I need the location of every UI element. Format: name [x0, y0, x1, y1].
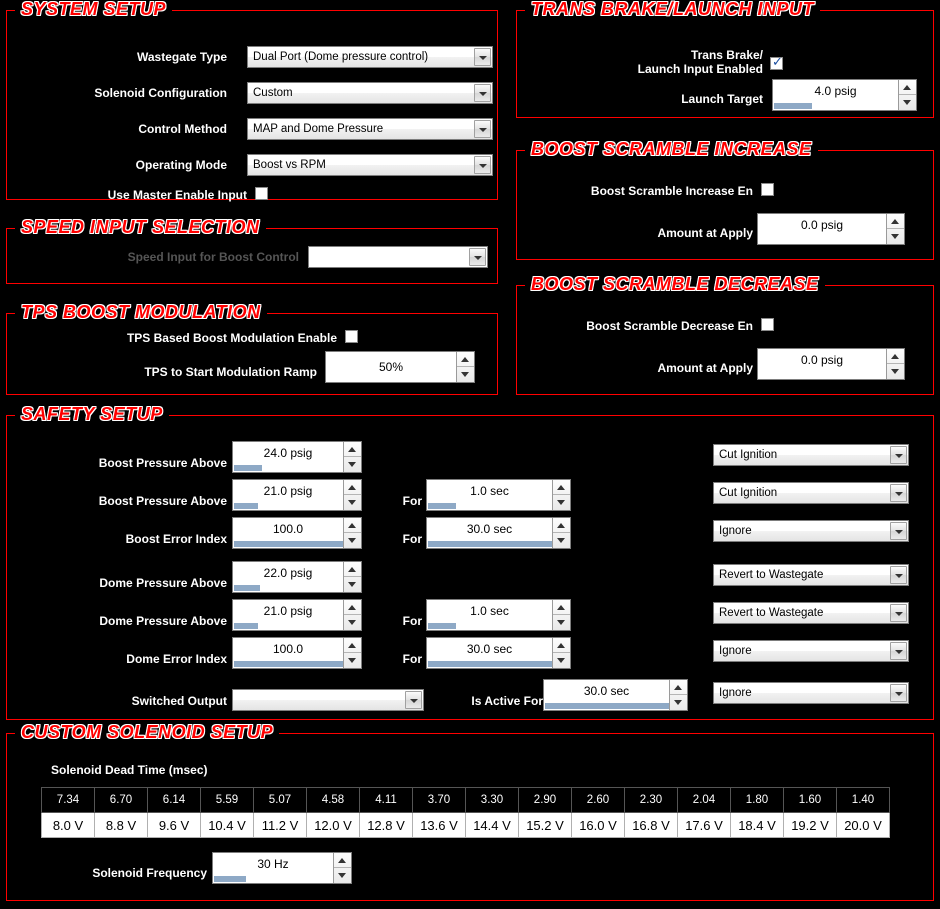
speed-input-label: Speed Input for Boost Control: [127, 250, 299, 264]
voltage-cell[interactable]: 8.0 V: [42, 813, 95, 838]
system-setup-group: [6, 0, 498, 202]
stepper-down-icon[interactable]: [457, 367, 475, 382]
stepper-down-icon[interactable]: [344, 577, 362, 592]
safety-row-value-input[interactable]: [232, 517, 362, 549]
voltage-cell[interactable]: 16.8 V: [625, 813, 678, 838]
voltage-cell[interactable]: 12.0 V: [307, 813, 360, 838]
use-master-enable-checkbox[interactable]: [255, 187, 268, 200]
safety-for-label: For: [402, 614, 422, 628]
table-row-dead-time: [42, 788, 890, 813]
boost-scramble-increase-legend: BOOST SCRAMBLE INCREASE: [525, 139, 818, 160]
dead-time-cell[interactable]: 4.58: [307, 788, 360, 813]
solenoid-configuration-select[interactable]: [247, 82, 493, 104]
for-stepper[interactable]: [552, 480, 570, 510]
stepper-up-icon[interactable]: [553, 480, 571, 495]
scramble-increase-enable-checkbox[interactable]: [761, 183, 774, 196]
trans-brake-enable-label-line1: Trans Brake/: [690, 48, 763, 62]
dead-time-cell[interactable]: 2.90: [519, 788, 572, 813]
is-active-for-label: Is Active For: [471, 694, 543, 708]
switched-output-action-select[interactable]: [713, 682, 909, 704]
safety-row-action-value: Ignore: [719, 645, 752, 657]
safety-row-value-input[interactable]: [232, 441, 362, 473]
stepper-up-icon[interactable]: [344, 442, 362, 457]
dead-time-cell[interactable]: 1.80: [731, 788, 784, 813]
scramble-increase-stepper[interactable]: [886, 214, 904, 244]
custom-solenoid-setup-group: [6, 722, 934, 901]
tps-ramp-label: TPS to Start Modulation Ramp: [144, 365, 317, 379]
dead-time-cell[interactable]: 6.14: [148, 788, 201, 813]
tps-ramp-input[interactable]: [325, 351, 475, 383]
solenoid-dead-time-label: Solenoid Dead Time (msec): [51, 763, 208, 777]
safety-row-value: 100.0: [272, 522, 304, 536]
solenoid-frequency-value: 30 Hz: [257, 857, 289, 871]
chevron-down-icon[interactable]: [890, 684, 907, 702]
speed-input-selection-group: [6, 217, 498, 284]
operating-mode-select[interactable]: [247, 154, 493, 176]
safety-row-action-select[interactable]: [713, 640, 909, 662]
stepper-down-icon[interactable]: [344, 653, 362, 668]
stepper-up-icon[interactable]: [344, 518, 362, 533]
control-method-label: Control Method: [138, 122, 227, 136]
chevron-down-icon[interactable]: [890, 484, 907, 502]
safety-row-value-input[interactable]: [232, 479, 362, 511]
stepper-up-icon[interactable]: [344, 600, 362, 615]
value-bar: [234, 541, 358, 547]
scramble-increase-amount-input[interactable]: [757, 213, 905, 245]
dead-time-cell[interactable]: 1.40: [837, 788, 890, 813]
stepper-down-icon[interactable]: [887, 229, 905, 244]
value-stepper[interactable]: [343, 638, 361, 668]
stepper-down-icon[interactable]: [334, 868, 352, 883]
safety-row-action-value: Cut Ignition: [719, 487, 778, 499]
voltage-cell[interactable]: 15.2 V: [519, 813, 572, 838]
value-bar: [234, 465, 262, 471]
scramble-increase-amount-label: Amount at Apply: [657, 226, 753, 240]
dead-time-cell[interactable]: 2.04: [678, 788, 731, 813]
trans-brake-legend: TRANS BRAKE/LAUNCH INPUT: [525, 0, 820, 20]
safety-row-label: Dome Pressure Above: [99, 576, 227, 590]
trans-brake-enable-label-line2: Launch Input Enabled: [637, 62, 763, 76]
frequency-stepper[interactable]: [333, 853, 351, 883]
chevron-down-icon[interactable]: [890, 446, 907, 464]
safety-for-label: For: [402, 652, 422, 666]
boost-scramble-decrease-group: [516, 274, 934, 395]
safety-row-action-select[interactable]: [713, 602, 909, 624]
safety-row-action-select[interactable]: [713, 520, 909, 542]
table-row-voltage: [42, 813, 890, 838]
stepper-up-icon[interactable]: [334, 853, 352, 868]
stepper-down-icon[interactable]: [344, 615, 362, 630]
safety-row-value: 100.0: [272, 642, 304, 656]
operating-mode-value: Boost vs RPM: [253, 159, 326, 171]
stepper-down-icon[interactable]: [899, 95, 917, 110]
operating-mode-label: Operating Mode: [135, 158, 227, 172]
chevron-down-icon[interactable]: [474, 156, 491, 174]
safety-setup-group: [6, 404, 934, 720]
tps-modulation-enable-label: TPS Based Boost Modulation Enable: [126, 331, 337, 345]
voltage-cell[interactable]: 11.2 V: [254, 813, 307, 838]
voltage-cell[interactable]: 8.8 V: [95, 813, 148, 838]
stepper-up-icon[interactable]: [457, 352, 475, 367]
control-method-select[interactable]: [247, 118, 493, 140]
boost-scramble-decrease-legend: BOOST SCRAMBLE DECREASE: [525, 274, 825, 295]
solenoid-configuration-label: Solenoid Configuration: [94, 86, 227, 100]
switched-output-time-value: 30.0 sec: [583, 684, 630, 698]
voltage-cell[interactable]: 9.6 V: [148, 813, 201, 838]
switched-output-action-value: Ignore: [719, 687, 752, 699]
stepper-down-icon[interactable]: [887, 364, 905, 379]
wastegate-type-select[interactable]: [247, 46, 493, 68]
stepper-down-icon[interactable]: [553, 495, 571, 510]
stepper-down-icon[interactable]: [553, 533, 571, 548]
chevron-down-icon[interactable]: [890, 566, 907, 584]
voltage-cell[interactable]: 20.0 V: [837, 813, 890, 838]
scramble-increase-amount-value: 0.0 psig: [800, 218, 844, 232]
safety-row-value: 21.0 psig: [263, 484, 313, 498]
for-stepper[interactable]: [552, 600, 570, 630]
voltage-cell[interactable]: 18.4 V: [731, 813, 784, 838]
value-stepper[interactable]: [343, 518, 361, 548]
dead-time-cell[interactable]: 2.60: [572, 788, 625, 813]
safety-row-for-input[interactable]: [426, 479, 571, 511]
chevron-down-icon[interactable]: [474, 84, 491, 102]
time-bar: [545, 703, 684, 709]
safety-row-for-input[interactable]: [426, 599, 571, 631]
voltage-cell[interactable]: 14.4 V: [466, 813, 519, 838]
scramble-decrease-stepper[interactable]: [886, 349, 904, 379]
custom-solenoid-legend: CUSTOM SOLENOID SETUP: [15, 722, 279, 743]
safety-row-value-input[interactable]: [232, 599, 362, 631]
safety-row-for-input[interactable]: [426, 637, 571, 669]
stepper-up-icon[interactable]: [553, 638, 571, 653]
solenoid-dead-time-table[interactable]: [41, 787, 890, 838]
voltage-cell[interactable]: 13.6 V: [413, 813, 466, 838]
chevron-down-icon[interactable]: [405, 691, 422, 709]
dead-time-cell[interactable]: 3.70: [413, 788, 466, 813]
safety-row-label: Boost Pressure Above: [98, 494, 227, 508]
safety-row-action-value: Revert to Wastegate: [719, 569, 824, 581]
boost-scramble-increase-group: [516, 139, 934, 260]
stepper-down-icon[interactable]: [670, 695, 688, 710]
safety-setup-legend: SAFETY SETUP: [15, 404, 169, 425]
safety-row-label: Dome Error Index: [126, 652, 227, 666]
chevron-down-icon[interactable]: [469, 248, 486, 266]
launch-target-label: Launch Target: [681, 92, 763, 106]
safety-row-for-input[interactable]: [426, 517, 571, 549]
stepper-up-icon[interactable]: [899, 80, 917, 95]
trans-brake-launch-input-group: [516, 0, 934, 118]
safety-row-for-value: 1.0 sec: [470, 604, 509, 618]
frequency-bar: [214, 876, 246, 882]
safety-row-for-value: 30.0 sec: [466, 522, 513, 536]
system-setup-legend: SYSTEM SETUP: [15, 0, 172, 20]
dead-time-cell[interactable]: 7.34: [42, 788, 95, 813]
wastegate-type-label: Wastegate Type: [136, 50, 227, 64]
wastegate-type-value: Dual Port (Dome pressure control): [253, 51, 429, 63]
value-bar: [234, 661, 358, 667]
for-bar: [428, 623, 456, 629]
stepper-down-icon[interactable]: [344, 457, 362, 472]
for-bar: [428, 541, 567, 547]
dead-time-cell[interactable]: 1.60: [784, 788, 837, 813]
value-stepper[interactable]: [343, 480, 361, 510]
stepper-down-icon[interactable]: [344, 495, 362, 510]
tps-modulation-enable-checkbox[interactable]: [345, 330, 358, 343]
safety-row-for-value: 30.0 sec: [466, 642, 513, 656]
dead-time-cell[interactable]: 2.30: [625, 788, 678, 813]
voltage-cell[interactable]: 19.2 V: [784, 813, 837, 838]
dead-time-cell[interactable]: 4.11: [360, 788, 413, 813]
stepper-up-icon[interactable]: [553, 518, 571, 533]
safety-row-action-value: Revert to Wastegate: [719, 607, 824, 619]
tps-boost-modulation-group: [6, 302, 498, 395]
safety-row-value: 22.0 psig: [263, 566, 313, 580]
voltage-cell[interactable]: 16.0 V: [572, 813, 625, 838]
solenoid-frequency-label: Solenoid Frequency: [92, 866, 207, 880]
value-stepper[interactable]: [343, 442, 361, 472]
stepper-down-icon[interactable]: [553, 615, 571, 630]
switched-output-label: Switched Output: [131, 694, 227, 708]
scramble-decrease-amount-input[interactable]: [757, 348, 905, 380]
safety-row-action-select[interactable]: [713, 564, 909, 586]
safety-row-value-input[interactable]: [232, 637, 362, 669]
dead-time-cell[interactable]: 3.30: [466, 788, 519, 813]
stepper-up-icon[interactable]: [344, 638, 362, 653]
value-bar: [234, 585, 260, 591]
safety-row-action-value: Cut Ignition: [719, 449, 778, 461]
dead-time-cell[interactable]: 5.59: [201, 788, 254, 813]
time-stepper[interactable]: [669, 680, 687, 710]
speed-input-selection-legend: SPEED INPUT SELECTION: [15, 217, 266, 238]
for-stepper[interactable]: [552, 518, 570, 548]
solenoid-configuration-value: Custom: [253, 87, 293, 99]
voltage-cell[interactable]: 17.6 V: [678, 813, 731, 838]
for-bar: [428, 661, 567, 667]
safety-row-action-value: Ignore: [719, 525, 752, 537]
stepper-up-icon[interactable]: [887, 349, 905, 364]
scramble-decrease-enable-label: Boost Scramble Decrease En: [586, 319, 753, 333]
launch-target-bar: [774, 103, 812, 109]
chevron-down-icon[interactable]: [474, 48, 491, 66]
chevron-down-icon[interactable]: [890, 642, 907, 660]
dead-time-cell[interactable]: 6.70: [95, 788, 148, 813]
safety-row-value: 24.0 psig: [263, 446, 313, 460]
speed-input-select[interactable]: [308, 246, 488, 268]
stepper-down-icon[interactable]: [344, 533, 362, 548]
scramble-increase-enable-label: Boost Scramble Increase En: [590, 184, 753, 198]
voltage-cell[interactable]: 12.8 V: [360, 813, 413, 838]
safety-row-value-input[interactable]: [232, 561, 362, 593]
scramble-decrease-amount-value: 0.0 psig: [800, 353, 844, 367]
safety-row-label: Dome Pressure Above: [99, 614, 227, 628]
stepper-up-icon[interactable]: [670, 680, 688, 695]
safety-row-action-select[interactable]: [713, 444, 909, 466]
scramble-decrease-enable-checkbox[interactable]: [761, 318, 774, 331]
launch-target-input[interactable]: [772, 79, 917, 111]
value-bar: [234, 503, 258, 509]
stepper-up-icon[interactable]: [344, 480, 362, 495]
chevron-down-icon[interactable]: [474, 120, 491, 138]
launch-target-value: 4.0 psig: [814, 84, 857, 98]
scramble-decrease-amount-label: Amount at Apply: [657, 361, 753, 375]
stepper-up-icon[interactable]: [553, 600, 571, 615]
trans-brake-enable-checkbox[interactable]: [770, 57, 783, 70]
switched-output-time-input[interactable]: [543, 679, 688, 711]
tps-boost-modulation-legend: TPS BOOST MODULATION: [15, 302, 267, 323]
chevron-down-icon[interactable]: [890, 604, 907, 622]
safety-row-value: 21.0 psig: [263, 604, 313, 618]
safety-for-label: For: [402, 532, 422, 546]
for-stepper[interactable]: [552, 638, 570, 668]
safety-row-action-select[interactable]: [713, 482, 909, 504]
value-stepper[interactable]: [343, 562, 361, 592]
safety-for-label: For: [402, 494, 422, 508]
for-bar: [428, 503, 456, 509]
launch-target-stepper[interactable]: [898, 80, 916, 110]
value-stepper[interactable]: [343, 600, 361, 630]
stepper-down-icon[interactable]: [553, 653, 571, 668]
switched-output-select[interactable]: [232, 689, 424, 711]
solenoid-frequency-input[interactable]: [212, 852, 352, 884]
dead-time-cell[interactable]: 5.07: [254, 788, 307, 813]
stepper-up-icon[interactable]: [887, 214, 905, 229]
stepper-up-icon[interactable]: [344, 562, 362, 577]
tps-ramp-value: 50%: [378, 360, 404, 374]
safety-row-for-value: 1.0 sec: [470, 484, 509, 498]
safety-row-label: Boost Error Index: [125, 532, 227, 546]
value-bar: [234, 623, 258, 629]
use-master-enable-label: Use Master Enable Input: [107, 188, 247, 202]
tps-ramp-stepper[interactable]: [456, 352, 474, 382]
control-method-value: MAP and Dome Pressure: [253, 123, 384, 135]
voltage-cell[interactable]: 10.4 V: [201, 813, 254, 838]
safety-row-label: Boost Pressure Above: [98, 456, 227, 470]
chevron-down-icon[interactable]: [890, 522, 907, 540]
